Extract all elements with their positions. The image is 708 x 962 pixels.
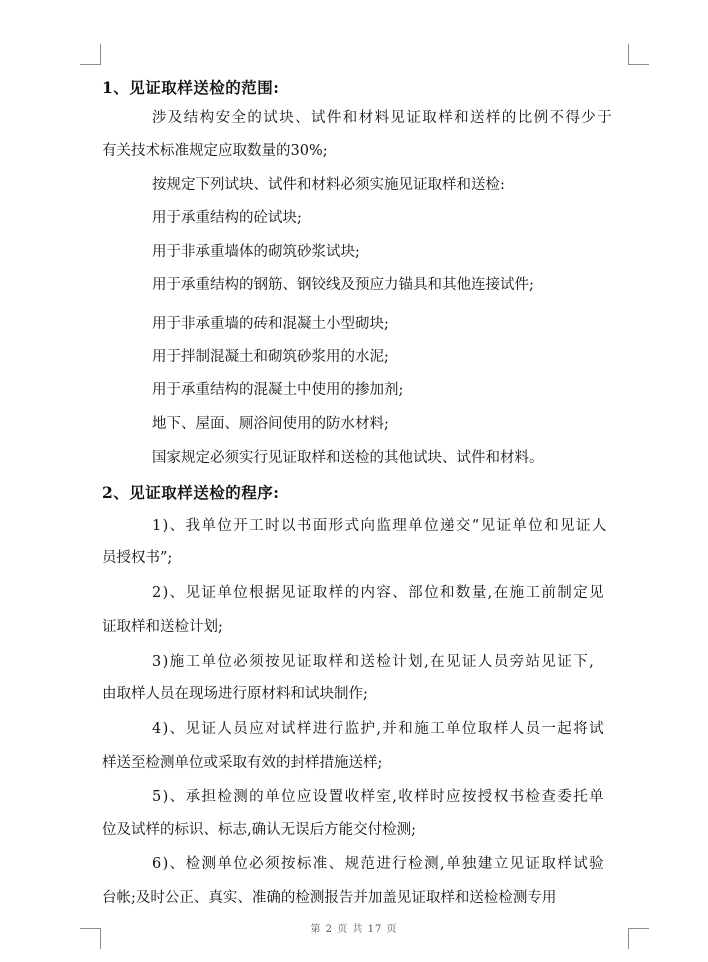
list-item: 用于承重结构的砼试块; (152, 210, 302, 226)
list-item: 用于承重结构的混凝土中使用的掺加剂; (152, 382, 404, 398)
paragraph-line: 2)、见证单位根据见证取样的内容、部位和数量,在施工前制定见 (152, 585, 605, 601)
section-heading: 2、见证取样送检的程序: (102, 483, 280, 502)
crop-mark-top-left (80, 44, 101, 65)
paragraph-line: 台帐;及时公正、真实、准确的检测报告并加盖见证取样和送检检测专用 (102, 890, 557, 906)
paragraph-line: 样送至检测单位或采取有效的封样措施送样; (102, 755, 383, 771)
paragraph-line: 3)施工单位必须按见证取样和送检计划,在见证人员旁站见证下, (152, 654, 596, 670)
paragraph-line: 有关技术标准规定应取数量的30%; (102, 143, 328, 159)
list-item: 用于承重结构的钢筋、钢铰线及预应力锚具和其他连接试件; (152, 277, 534, 293)
paragraph-line: 证取样和送检计划; (102, 619, 223, 635)
page-footer: 第 2 页 共 17 页 (310, 924, 398, 935)
paragraph-line: 按规定下列试块、试件和材料必须实施见证取样和送检: (152, 177, 505, 193)
paragraph-line: 员授权书”; (102, 550, 173, 566)
list-item: 地下、屋面、厕浴间使用的防水材料; (152, 416, 389, 432)
crop-mark-top-right (628, 44, 649, 65)
paragraph-line: 5)、承担检测的单位应设置收样室,收样时应按授权书检查委托单 (152, 789, 605, 805)
paragraph-line: 位及试样的标识、标志,确认无误后方能交付检测; (102, 822, 416, 838)
paragraph-line: 涉及结构安全的试块、试件和材料见证取样和送样的比例不得少于 (152, 110, 614, 126)
section-heading: 1、见证取样送检的范围: (102, 78, 280, 97)
list-item: 用于拌制混凝土和砌筑砂浆用的水泥; (152, 349, 389, 365)
paragraph-line: 6)、检测单位必须按标准、规范进行检测,单独建立见证取样试验 (152, 856, 605, 872)
paragraph-line: 1)、我单位开工时以书面形式向监理单位递交“见证单位和见证人 (152, 518, 608, 534)
list-item: 用于非承重墙体的砌筑砂浆试块; (152, 244, 360, 260)
paragraph-line: 由取样人员在现场进行原材料和试块制作; (102, 686, 368, 702)
list-item: 国家规定必须实行见证取样和送检的其他试块、试件和材料。 (152, 450, 544, 466)
paragraph-line: 4)、见证人员应对试样进行监护,并和施工单位取样人员一起将试 (152, 721, 605, 737)
list-item: 用于非承重墙的砖和混凝土小型砌块; (152, 316, 389, 332)
